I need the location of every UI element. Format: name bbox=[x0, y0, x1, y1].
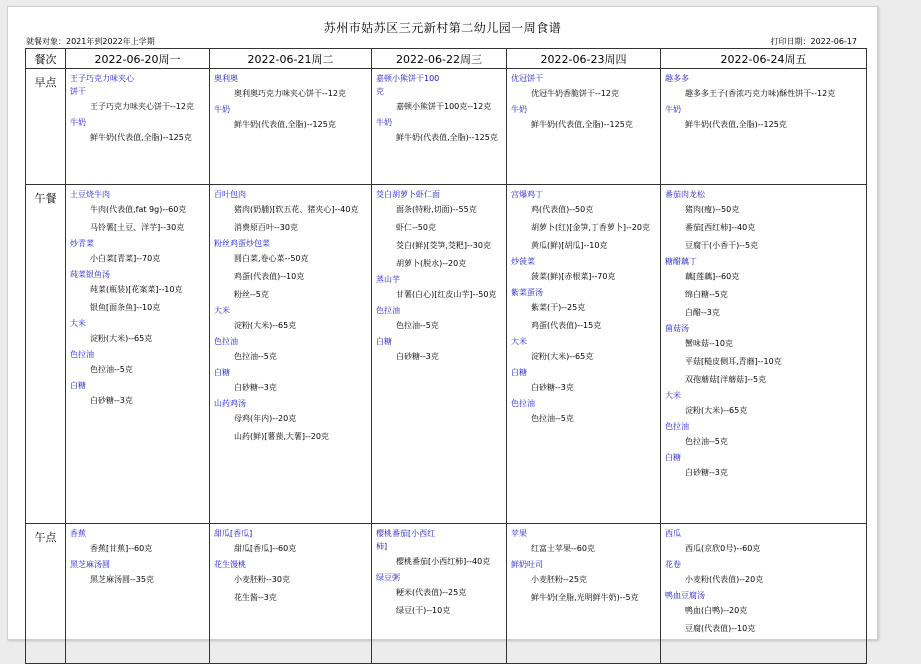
ingredient-line: 小白菜[青菜]--70克 bbox=[90, 254, 161, 263]
dish-name: 莼菜银鱼汤 bbox=[70, 270, 110, 279]
ingredient-line: 牛肉(代表值,fat 9g)--60克 bbox=[90, 205, 187, 214]
ingredient-line: 鸡蛋(代表值)--15克 bbox=[531, 321, 602, 330]
ingredient-line: 鲜牛奶(代表值,全脂)--125克 bbox=[531, 120, 633, 129]
menu-cell bbox=[507, 185, 661, 524]
dish-name: 色拉油 bbox=[376, 306, 400, 315]
dish-name: 粉丝鸡蛋炒包菜 bbox=[214, 239, 270, 248]
page-title: 苏州市姑苏区三元新村第二幼儿园一周食谱 bbox=[323, 21, 562, 35]
menu-cell bbox=[372, 185, 507, 524]
ingredient-line: 黑芝麻汤圆--35克 bbox=[90, 575, 154, 584]
ingredient-line: 茭白(鲜)[茭笋,茭粑]--30克 bbox=[396, 241, 491, 250]
dish-name: 炒菠菜 bbox=[511, 257, 535, 266]
ingredient-line: 粳米(代表值)--25克 bbox=[396, 588, 467, 597]
dish-name: 茭白胡萝卜虾仁面 bbox=[376, 190, 440, 199]
ingredient-line: 猪肉(奶脯)[软五花、猪夹心]--40克 bbox=[234, 205, 359, 214]
dish-name: 色拉油 bbox=[665, 422, 689, 431]
menu-cell bbox=[66, 69, 210, 185]
dish-name: 白糖 bbox=[70, 381, 86, 390]
day-header: 2022-06-22周三 bbox=[372, 49, 507, 69]
menu-cell bbox=[372, 524, 507, 664]
dish-name: 炒青菜 bbox=[70, 239, 94, 248]
ingredient-line: 色拉油--5克 bbox=[90, 365, 133, 374]
ingredient-line: 嘉顿小熊饼干100克--12克 bbox=[396, 102, 492, 111]
ingredient-line: 鲜牛奶(代表值,全脂)--125克 bbox=[90, 133, 192, 142]
ingredient-line: 小麦胚粉--25克 bbox=[531, 575, 587, 584]
dish-name: 牛奶 bbox=[376, 118, 392, 127]
ingredient-line: 胡萝卜(脱水)--20克 bbox=[396, 259, 467, 268]
print-date: 打印日期：2022-06-17 bbox=[770, 37, 857, 46]
dish-name: 花卷 bbox=[665, 560, 681, 569]
dish-name: 牛奶 bbox=[214, 105, 230, 114]
dish-name: 香蕉 bbox=[70, 529, 86, 538]
ingredient-line: 菠菜(鲜)[赤根菜]--70克 bbox=[531, 272, 616, 281]
dish-name: 白糖 bbox=[376, 337, 392, 346]
ingredient-line: 蟹味菇--10克 bbox=[685, 339, 733, 348]
meal-label: 早点 bbox=[26, 69, 66, 185]
dish-name: 大米 bbox=[511, 337, 527, 346]
audience-label: 就餐对象：2021年到2022年上学期 bbox=[26, 37, 155, 46]
ingredient-line: 豆腐干(小香干)--5克 bbox=[685, 241, 759, 250]
ingredient-line: 山药(鲜)[薯蓣,大薯]--20克 bbox=[234, 432, 329, 441]
dish-name: 色拉油 bbox=[70, 350, 94, 359]
ingredient-line: 鸡(代表值)--50克 bbox=[531, 205, 594, 214]
ingredient-line: 小麦胚粉--30克 bbox=[234, 575, 290, 584]
ingredient-line: 色拉油--5克 bbox=[234, 352, 277, 361]
morning-snack-row bbox=[26, 69, 867, 185]
dish-name: 趣多多 bbox=[665, 74, 689, 83]
menu-cell bbox=[661, 185, 867, 524]
ingredient-line: 番茄[西红柿]--40克 bbox=[685, 223, 756, 232]
ingredient-line: 胡萝卜(红)[金笋,丁香萝卜]--20克 bbox=[531, 223, 650, 232]
dish-name: 白糖 bbox=[511, 368, 527, 377]
menu-cell bbox=[210, 524, 372, 664]
menu-cell bbox=[661, 524, 867, 664]
dish-name: 奥利奥 bbox=[214, 74, 238, 83]
dish-name: 番茄肉龙松 bbox=[665, 190, 705, 199]
ingredient-line: 母鸡(年内)--20克 bbox=[234, 414, 297, 423]
dish-name: 优冠饼干 bbox=[511, 74, 543, 83]
ingredient-line: 绿豆(干)--10克 bbox=[396, 606, 451, 615]
dish-name: 王子巧克力味夹心 bbox=[70, 74, 134, 83]
ingredient-line: 鸡蛋(代表值)--10克 bbox=[234, 272, 305, 281]
ingredient-line: 淀粉(大米)--65克 bbox=[90, 334, 153, 343]
menu-page bbox=[7, 6, 878, 640]
ingredient-line: 圆白菜,卷心菜--50克 bbox=[234, 254, 309, 263]
ingredient-line: 平菇[糙皮侧耳,青蘑]--10克 bbox=[685, 357, 782, 366]
ingredient-line: 红富士苹果--60克 bbox=[531, 544, 595, 553]
ingredient-line: 鲜牛奶(代表值,全脂)--125克 bbox=[234, 120, 336, 129]
ingredient-line: 淀粉(大米)--65克 bbox=[234, 321, 297, 330]
dish-name: 菌菇汤 bbox=[665, 324, 689, 333]
ingredient-line: 香蕉[甘蕉]--60克 bbox=[90, 544, 153, 553]
ingredient-line: 奥利奥巧克力味夹心饼干--12克 bbox=[234, 89, 346, 98]
menu-cell bbox=[66, 185, 210, 524]
dish-name: 土豆烧牛肉 bbox=[70, 190, 110, 199]
ingredient-line: 趣多多王子(香浓巧克力味)酥性饼干--12克 bbox=[685, 89, 836, 98]
dish-name: 白糖 bbox=[214, 368, 230, 377]
dish-name: 苹果 bbox=[511, 529, 527, 538]
ingredient-line: 虾仁--50克 bbox=[396, 223, 436, 232]
menu-cell bbox=[507, 69, 661, 185]
ingredient-line: 莼菜(瓶装)[花案菜]--10克 bbox=[90, 285, 183, 294]
weekly-menu-table bbox=[25, 48, 867, 664]
afternoon-snack-row bbox=[26, 524, 867, 664]
ingredient-line: 双孢蘑菇[洋蘑菇]--5克 bbox=[685, 375, 767, 384]
menu-cell bbox=[661, 69, 867, 185]
dish-name: 牛奶 bbox=[70, 118, 86, 127]
dish-name: 色拉油 bbox=[511, 399, 535, 408]
menu-cell bbox=[66, 524, 210, 664]
header-row bbox=[26, 49, 867, 69]
ingredient-line: 花生酱--3克 bbox=[234, 593, 277, 602]
dish-name: 牛奶 bbox=[511, 105, 527, 114]
ingredient-line: 白砂糖--3克 bbox=[531, 383, 574, 392]
ingredient-line: 甘薯(白心)[红皮山芋]--50克 bbox=[396, 290, 497, 299]
ingredient-line: 色拉油--5克 bbox=[396, 321, 439, 330]
day-header: 2022-06-23周四 bbox=[507, 49, 661, 69]
ingredient-line: 消费原百叶--30克 bbox=[234, 223, 298, 232]
ingredient-line: 白醋--3克 bbox=[685, 308, 720, 317]
dish-name: 花生馒桃 bbox=[214, 560, 246, 569]
dish-name: 西瓜 bbox=[665, 529, 681, 538]
dish-name: 色拉油 bbox=[214, 337, 238, 346]
ingredient-line: 黄瓜(鲜)[胡瓜]--10克 bbox=[531, 241, 608, 250]
dish-name: 大米 bbox=[70, 319, 86, 328]
ingredient-line: 绵白糖--5克 bbox=[685, 290, 728, 299]
ingredient-line: 豆腐(代表值)--10克 bbox=[685, 624, 756, 633]
ingredient-line: 紫菜(干)--25克 bbox=[531, 303, 586, 312]
ingredient-line: 优冠牛奶香脆饼干--12克 bbox=[531, 89, 619, 98]
ingredient-line: 白砂糖--3克 bbox=[685, 468, 728, 477]
menu-cell bbox=[210, 185, 372, 524]
meal-column-header: 餐次 bbox=[26, 49, 66, 69]
ingredient-line: 鸭血(白鸭)--20克 bbox=[685, 606, 748, 615]
ingredient-line: 马铃薯[土豆、洋芋]--30克 bbox=[90, 223, 185, 232]
day-header: 2022-06-21周二 bbox=[210, 49, 372, 69]
ingredient-line: 西瓜(京欣0号)--60克 bbox=[685, 544, 761, 553]
dish-name: 白糖 bbox=[665, 453, 681, 462]
ingredient-line: 小麦粉(代表值)--20克 bbox=[685, 575, 764, 584]
ingredient-line: 淀粉(大米)--65克 bbox=[531, 352, 594, 361]
menu-cell bbox=[372, 69, 507, 185]
ingredient-line: 色拉油--5克 bbox=[685, 437, 728, 446]
ingredient-line: 王子巧克力味夹心饼干--12克 bbox=[90, 102, 194, 111]
dish-name: 大米 bbox=[214, 306, 230, 315]
dish-name: 柿] bbox=[376, 542, 388, 551]
dish-name: 饼干 bbox=[70, 87, 86, 96]
dish-name: 牛奶 bbox=[665, 105, 681, 114]
ingredient-line: 猪肉(瘦)--50克 bbox=[685, 205, 740, 214]
ingredient-line: 白砂糖--3克 bbox=[234, 383, 277, 392]
dish-name: 克 bbox=[376, 87, 384, 96]
day-header: 2022-06-24周五 bbox=[661, 49, 867, 69]
dish-name: 黑芝麻汤圆 bbox=[70, 560, 110, 569]
ingredient-line: 甜瓜[香瓜]--60克 bbox=[234, 544, 297, 553]
ingredient-line: 鲜牛奶(代表值,全脂)--125克 bbox=[396, 133, 498, 142]
menu-cell bbox=[507, 524, 661, 664]
ingredient-line: 淀粉(大米)--65克 bbox=[685, 406, 748, 415]
ingredient-line: 鲜牛奶(代表值,全脂)--125克 bbox=[685, 120, 787, 129]
meal-label: 午餐 bbox=[26, 185, 66, 524]
dish-name: 鸭血豆腐汤 bbox=[665, 591, 705, 600]
ingredient-line: 白砂糖--3克 bbox=[396, 352, 439, 361]
dish-name: 蒸山芋 bbox=[376, 275, 400, 284]
dish-name: 绿豆粥 bbox=[376, 573, 400, 582]
dish-name: 紫菜蛋汤 bbox=[511, 288, 543, 297]
ingredient-line: 粉丝--5克 bbox=[234, 290, 269, 299]
ingredient-line: 色拉油--5克 bbox=[531, 414, 574, 423]
lunch-row bbox=[26, 185, 867, 524]
ingredient-line: 银鱼[面条鱼]--10克 bbox=[90, 303, 161, 312]
day-header: 2022-06-20周一 bbox=[66, 49, 210, 69]
dish-name: 糖醋藕丁 bbox=[665, 257, 697, 266]
ingredient-line: 藕[莲藕]--60克 bbox=[685, 272, 740, 281]
ingredient-line: 樱桃番茄[小西红柿]--40克 bbox=[396, 557, 491, 566]
dish-name: 甜瓜[香瓜] bbox=[214, 529, 253, 538]
ingredient-line: 面条(特粉,切面)--55克 bbox=[396, 205, 477, 214]
ingredient-line: 鲜牛奶(全脂,光明鲜牛奶)--5克 bbox=[531, 593, 639, 602]
menu-cell bbox=[210, 69, 372, 185]
dish-name: 鲜奶吐司 bbox=[511, 560, 543, 569]
dish-name: 山药鸡汤 bbox=[214, 399, 246, 408]
dish-name: 樱桃番茄[小西红 bbox=[376, 529, 436, 538]
dish-name: 百叶包肉 bbox=[214, 190, 246, 199]
dish-name: 大米 bbox=[665, 391, 681, 400]
ingredient-line: 白砂糖--3克 bbox=[90, 396, 133, 405]
meal-label: 午点 bbox=[26, 524, 66, 664]
dish-name: 宫爆鸡丁 bbox=[511, 190, 543, 199]
dish-name: 嘉顿小熊饼干100 bbox=[376, 74, 440, 83]
